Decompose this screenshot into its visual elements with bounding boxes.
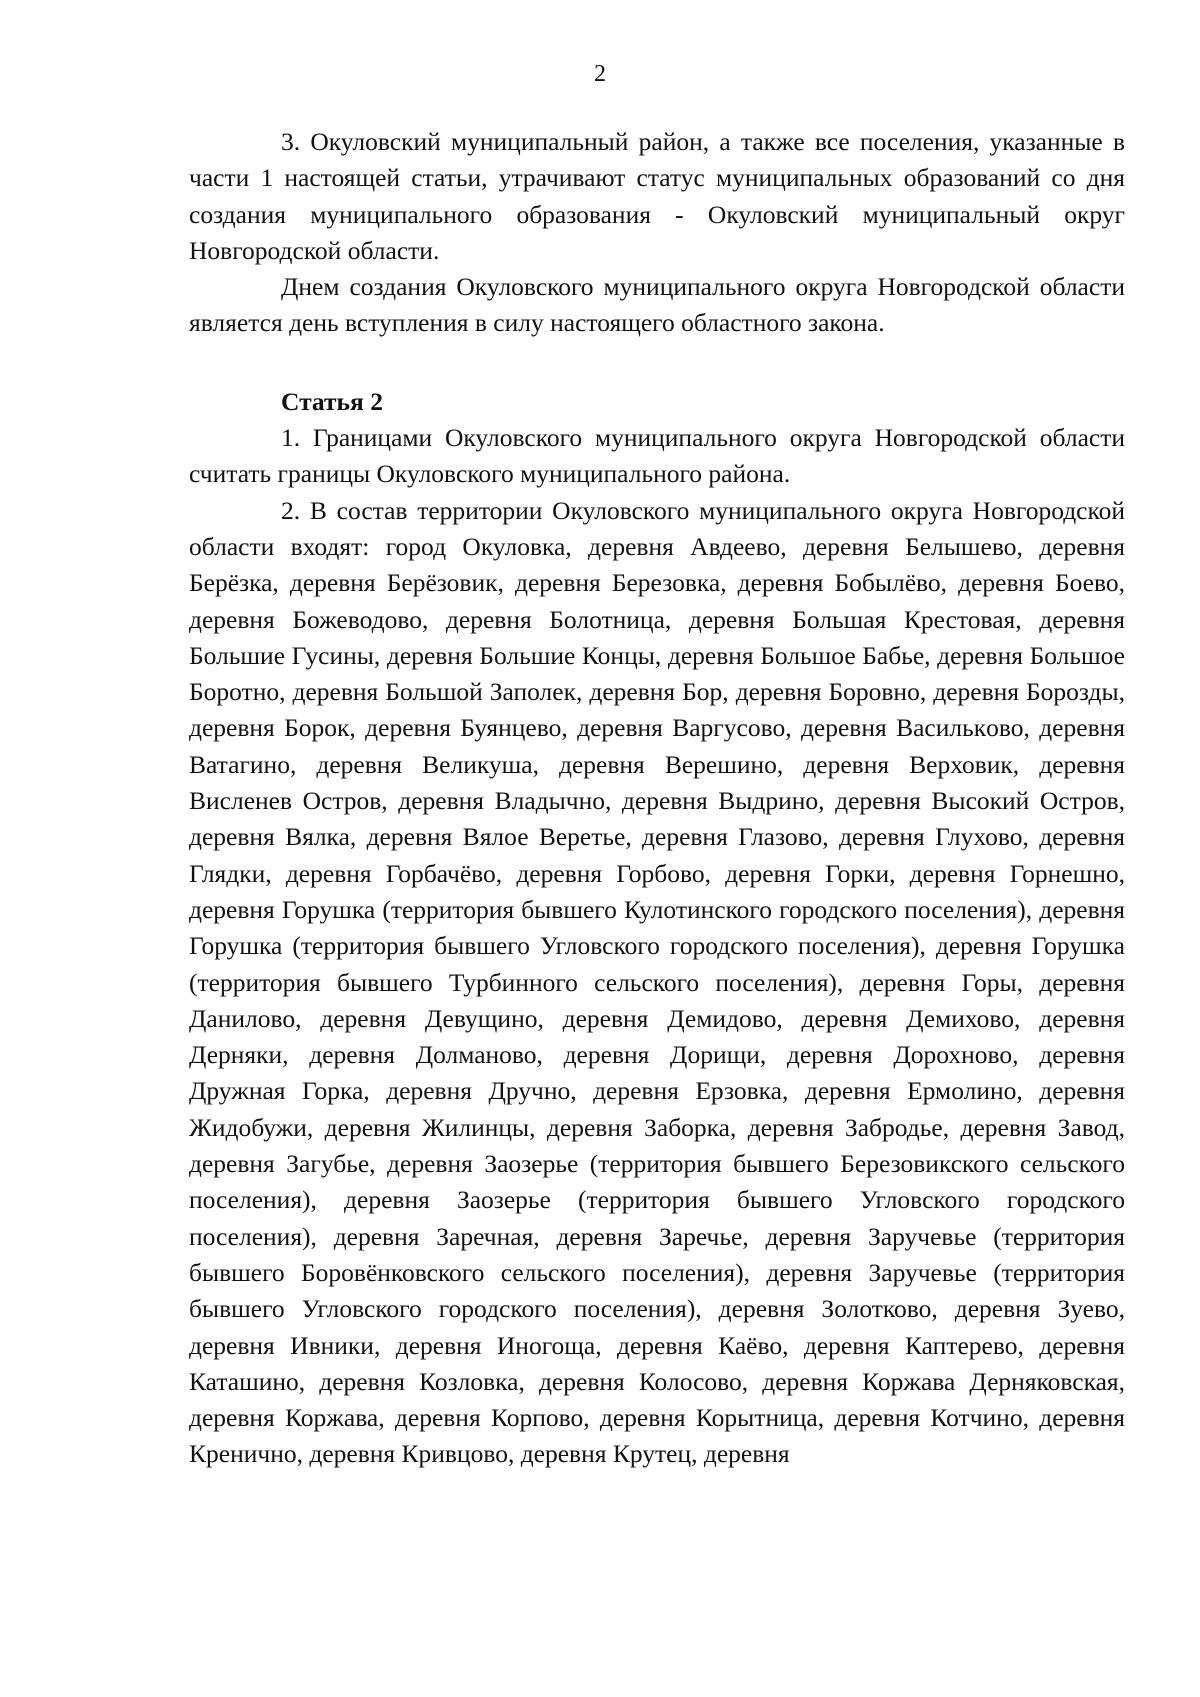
article-2-heading: Статья 2 [281, 386, 383, 416]
article1-paragraph-3: 3. Окуловский муниципальный район, а также все поселения, указанные в части 1 настоящей статьи, утрачивают статус муниципальных образований со дня создания муниципального образования - Окуловский муниципальный округ Новгородской области. [189, 127, 1125, 265]
article2-paragraph-2: 2. В состав территории Окуловского муниципального округа Новгородской области входят: город Окуловка, деревня Авдеево, деревня Белышево, деревня Берёзка, деревня Берёзовик, деревня Березовка, деревня Бобылёво, деревня Боево, деревня Божеводово, деревня Болотница, деревня Большая Крестовая, деревня Большие Гусины, деревня Большие Концы, деревня Большое Бабье, деревня Большое Боротно, деревня Большой Заполек, деревня Бор, деревня Боровно, деревня Борозды, деревня Борок, деревня Буянцево, деревня Варгусово, деревня Василькoво, деревня Ватагино, деревня Великуша, деревня Верешино, деревня Верховик, деревня Висленев Остров, деревня Владычно, деревня Выдрино, деревня Высокий Остров, деревня Вялка, деревня Вялое Веретье, деревня Глазово, деревня Глухово, деревня Глядки, деревня Горбачёво, деревня Горбово, деревня Горки, деревня Горнешно, деревня Горушка (территория бывшего Кулотинского городского поселения), деревня Горушка (территория бывшего Угловского городского поселения), деревня Горушка (территория бывшего Турбинного сельского поселения), деревня Горы, деревня Данилово, деревня Девущино, деревня Демидово, деревня Демихово, деревня Дерняки, деревня Долманово, деревня Дорищи, деревня Дорохново, деревня Дружная Горка, деревня Дручно, деревня Ерзовка, деревня Ермолино, деревня Жидобужи, деревня Жилинцы, деревня Заборка, деревня Забродье, деревня Завод, деревня Загубье, деревня Заозерье (территория бывшего Березовикского сельского поселения), деревня Заозерье (территория бывшего Угловского городского поселения), деревня Заречная, деревня Заречье, деревня Заручевье (территория бывшего Боровёнковского сельского поселения), деревня Заручевье (территория бывшего Угловского городского поселения), деревня Золотково, деревня Зуево, деревня Ивники, деревня Иногоща, деревня Каёво, деревня Каптерево, деревня Каташино, деревня Козловка, деревня Колосово, деревня Коржава Дерняковская, деревня Коржава, деревня Корпово, деревня Корытница, деревня Котчино, деревня Кренично, деревня Кривцово, деревня Крутец, деревня [189, 495, 1125, 1469]
page-number: 2 [594, 61, 606, 87]
document-body [189, 124, 1125, 1473]
article2-paragraph-1: 1. Границами Окуловского муниципального округа Новгородской области считать границы Окуловского муниципального района. [189, 423, 1125, 489]
article1-creation-day-paragraph: Днем создания Окуловского муниципального округа Новгородской области является день вступления в силу настоящего областного закона. [189, 272, 1125, 338]
